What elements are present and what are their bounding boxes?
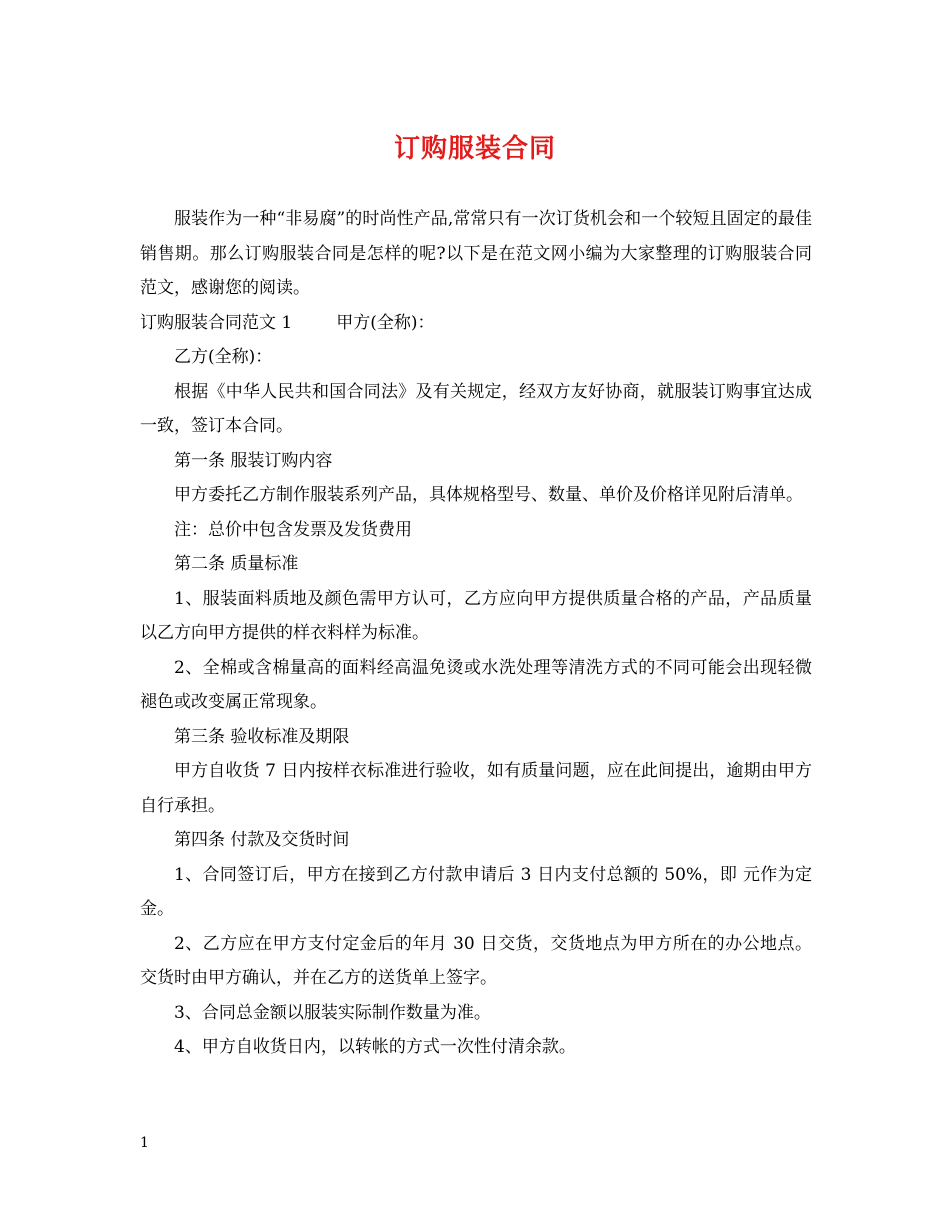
article-4-item-3: 3、合同总金额以服装实际制作数量为准。 [174,1002,491,1023]
sample-heading-line [140,306,812,341]
article-4-item-4: 4、甲方自收货日内，以转帐的方式一次性付清余款。 [174,1037,576,1057]
article-1-content: 甲方委托乙方制作服装系列产品，具体规格型号、数量、单价及价格详见附后清单。 [174,485,803,505]
article-2-item-1: 1、服装面料质地及颜色需甲方认可，乙方应向甲方提供质量合格的产品，产品质量以乙方向甲方提供的样衣料样为标准。 [140,588,812,643]
article-1-heading: 第一条 服装订购内容 [174,450,333,471]
note-paragraph: 注：总价中包含发票及发货费用 [174,519,412,540]
article-4-heading: 第四条 付款及交货时间 [174,830,350,850]
document-title: 订购服装合同 [393,134,556,164]
party-a-label: 甲方(全称)： [336,312,435,333]
article-2-heading: 第二条 质量标准 [174,554,299,574]
article-3-content: 甲方自收货 7 日内按样衣标准进行验收，如有质量问题，应在此间提出，逾期由甲方自行承担。 [140,761,812,816]
document-body [140,202,812,1065]
article-2-item-2: 2、全棉或含棉量高的面料经高温免烫或水洗处理等清洗方式的不同可能会出现轻微褪色或改变属正常现象。 [140,657,812,712]
party-b-label: 乙方(全称)： [174,347,273,367]
article-4-item-1: 1、合同签订后，甲方在接到乙方付款申请后 3 日内支付总额的 50%，即 元作为定金。 [140,864,812,919]
contract-basis-paragraph: 根据《中华人民共和国合同法》及有关规定，经双方友好协商，就服装订购事宜达成一致，签订本合同。 [140,381,812,436]
article-4-item-2: 2、乙方应在甲方支付定金后的年月 30 日交货，交货地点为甲方所在的办公地点。交货时由甲方确认，并在乙方的送货单上签字。 [140,933,812,988]
page-number: 1 [140,1135,149,1151]
intro-paragraph: 服装作为一种“非易腐”的时尚性产品,常常只有一次订货机会和一个较短且固定的最佳销售期。那么订购服装合同是怎样的呢?以下是在范文网小编为大家整理的订购服装合同范文，感谢您的阅读。 [140,209,812,298]
sample-label: 订购服装合同范文 1 [140,312,293,333]
article-3-heading: 第三条 验收标准及期限 [174,726,350,747]
